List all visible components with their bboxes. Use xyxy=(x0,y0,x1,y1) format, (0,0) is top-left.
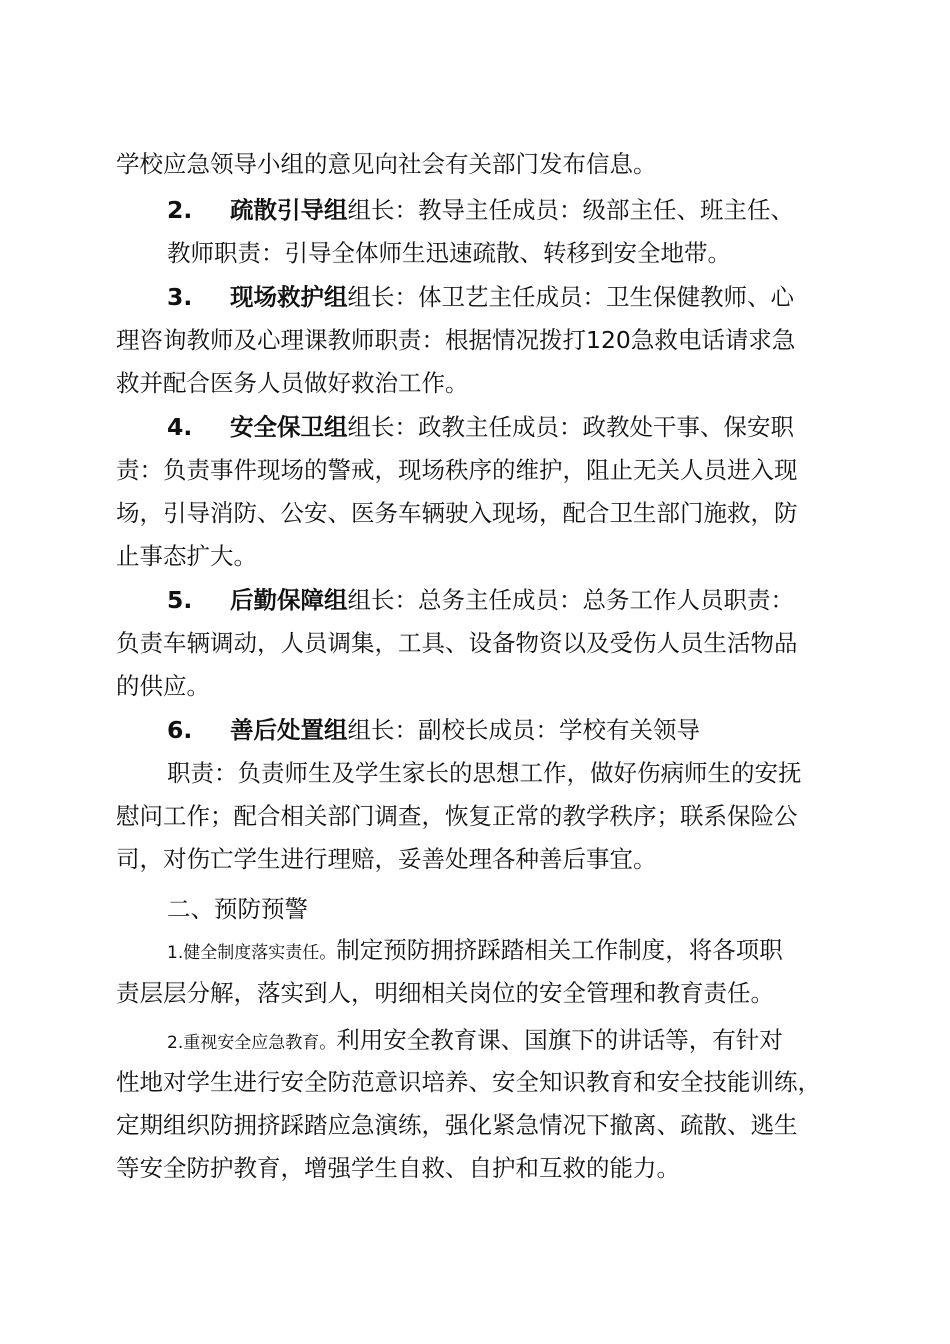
group-roles: 组长：副校长成员：学校有关领导 xyxy=(347,716,700,744)
group-number: 6. xyxy=(167,716,193,744)
item-label: 1.健全制度落实责任。 xyxy=(167,943,337,963)
paragraph-line: 职责：负责师生及学生家长的思想工作，做好伤病师生的安抚 xyxy=(167,759,802,787)
group-heading-line xyxy=(0,714,950,746)
paragraph-line: 司，对伤亡学生进行理赔，妥善处理各种善后事宜。 xyxy=(116,845,657,873)
paragraph-line: 学校应急领导小组的意见向社会有关部门发布信息。 xyxy=(116,150,657,178)
paragraph-line: 救并配合医务人员做好救治工作。 xyxy=(116,369,469,397)
group-roles: 组长：教导主任成员：级部主任、班主任、 xyxy=(347,196,794,224)
group-heading-line xyxy=(0,411,950,443)
group-heading-line xyxy=(0,194,950,226)
paragraph-line: 责：负责事件现场的警戒，现场秩序的维护，阻止无关人员进入现 xyxy=(116,456,798,484)
group-name: 后勤保障组 xyxy=(230,586,348,614)
item-label: 2.重视安全应急教育。 xyxy=(167,1033,337,1053)
group-number: 5. xyxy=(167,586,193,614)
group-number: 3. xyxy=(167,283,193,311)
item-text: 利用安全教育课、国旗下的讲话等，有针对 xyxy=(336,1026,783,1054)
group-name: 安全保卫组 xyxy=(230,413,348,441)
group-roles: 组长：体卫艺主任成员：卫生保健教师、心 xyxy=(347,283,794,311)
paragraph-line: 定期组织防拥挤踩踏应急演练，强化紧急情况下撤离、疏散、逃生 xyxy=(116,1111,798,1139)
paragraph-line: 性地对学生进行安全防范意识培养、安全知识教育和安全技能训练， xyxy=(116,1068,821,1096)
paragraph-line: 教师职责：引导全体师生迅速疏散、转移到安全地带。 xyxy=(167,239,731,267)
paragraph-line: 止事态扩大。 xyxy=(116,542,257,570)
paragraph-line: 责层层分解，落实到人，明细相关岗位的安全管理和教育责任。 xyxy=(116,979,774,1007)
item-text: 制定预防拥挤踩踏相关工作制度，将各项职 xyxy=(336,936,783,964)
paragraph-line: 负责车辆调动，人员调集，工具、设备物资以及受伤人员生活物品 xyxy=(116,629,798,657)
group-name: 现场救护组 xyxy=(230,283,348,311)
group-number: 4. xyxy=(167,413,193,441)
group-name: 善后处置组 xyxy=(230,716,348,744)
paragraph-line: 慰问工作；配合相关部门调查，恢复正常的教学秩序；联系保险公 xyxy=(116,802,798,830)
paragraph-line: 的供应。 xyxy=(116,672,210,700)
group-name: 疏散引导组 xyxy=(230,196,348,224)
item-heading-line xyxy=(0,1024,950,1059)
paragraph-line: 理咨询教师及心理课教师职责：根据情况拨打120急救电话请求急 xyxy=(116,326,796,354)
group-roles: 组长：总务主任成员：总务工作人员职责： xyxy=(347,586,794,614)
group-heading-line xyxy=(0,584,950,616)
group-number: 2. xyxy=(167,196,193,224)
section-title: 二、预防预警 xyxy=(167,895,308,923)
group-roles: 组长：政教主任成员：政教处干事、保安职 xyxy=(347,413,794,441)
item-heading-line xyxy=(0,934,950,969)
paragraph-line: 场，引导消防、公安、医务车辆驶入现场，配合卫生部门施救，防 xyxy=(116,499,798,527)
group-heading-line xyxy=(0,281,950,313)
paragraph-line: 等安全防护教育，增强学生自救、自护和互救的能力。 xyxy=(116,1154,680,1182)
